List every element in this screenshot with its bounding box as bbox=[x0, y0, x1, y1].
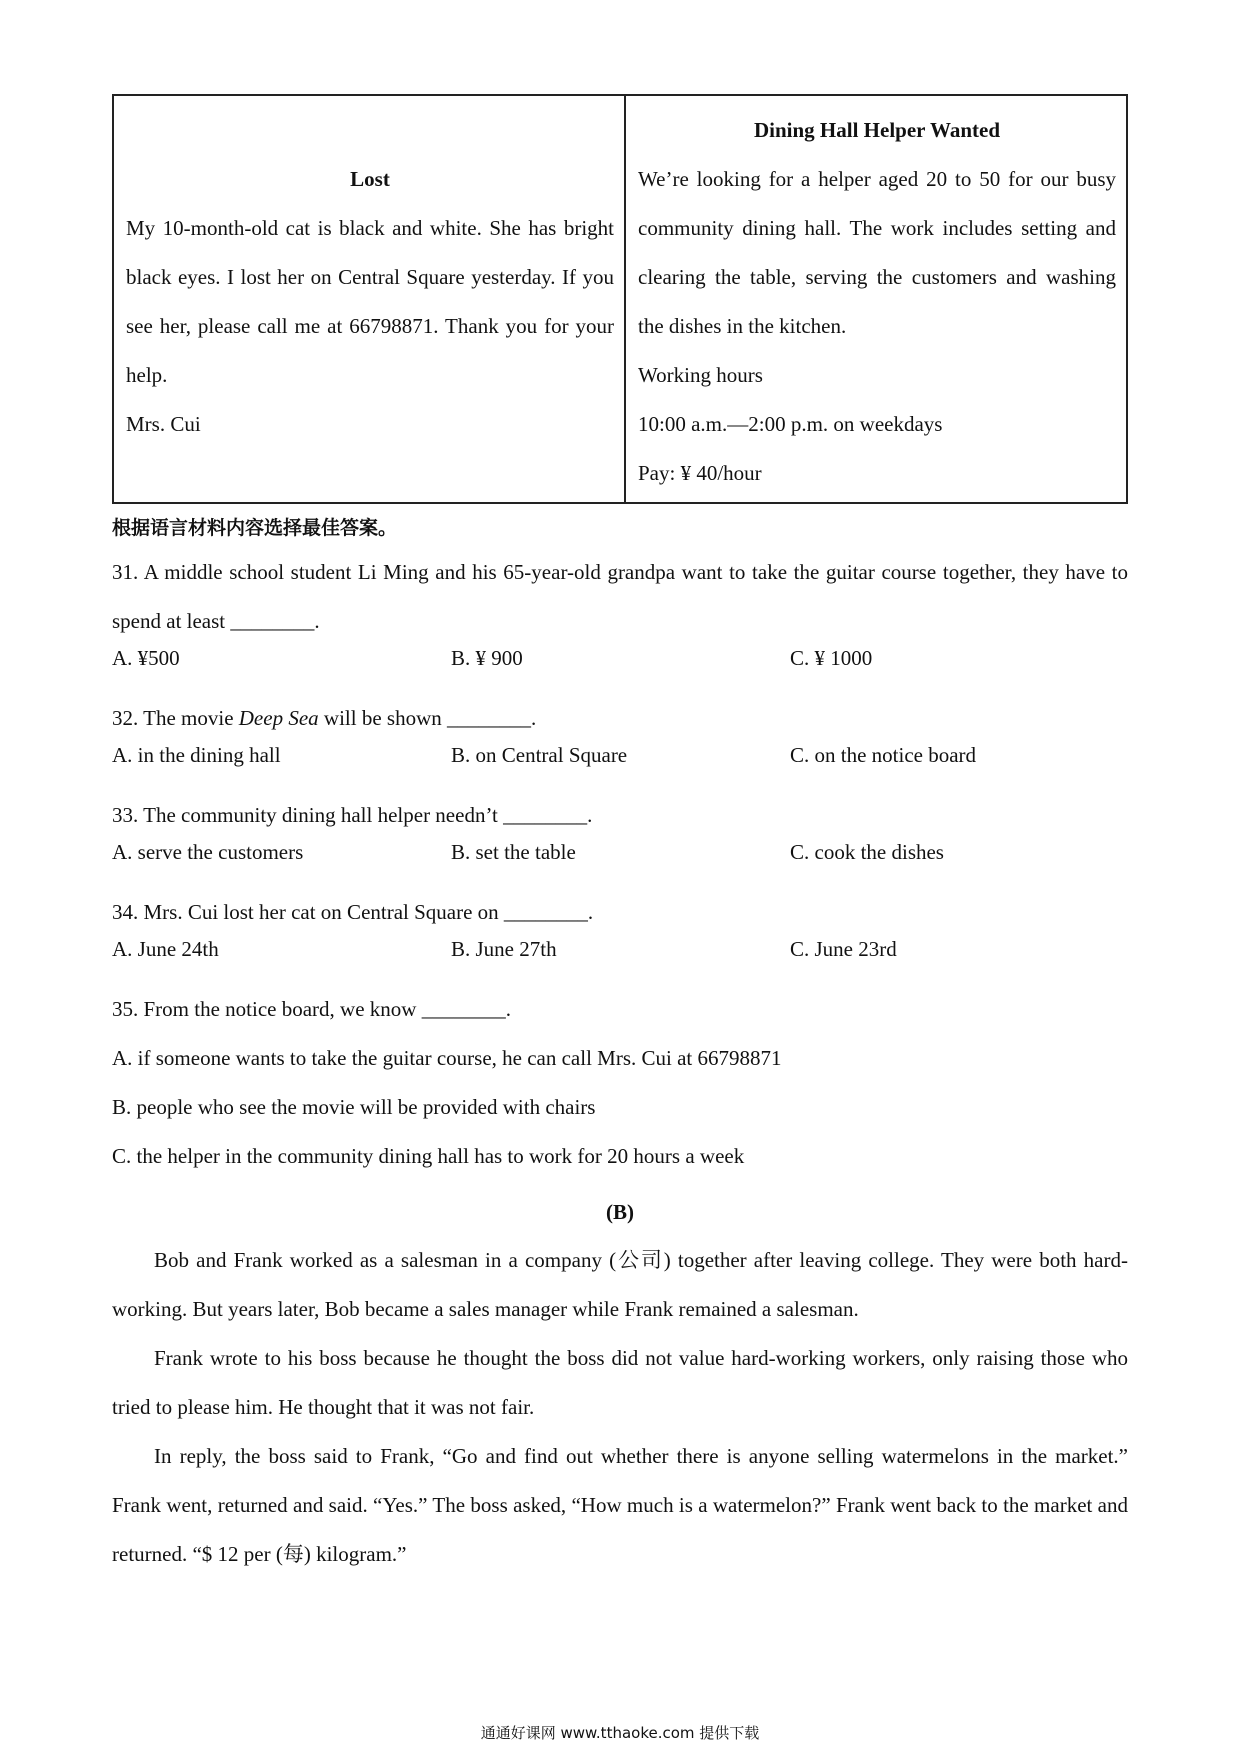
section-b-paragraph-2: Frank wrote to his boss because he thought the boss did not value hard-working workers, only raising those who tried to please him. He thought that it was not fair. bbox=[112, 1346, 1128, 1419]
notice-board-table bbox=[112, 94, 1128, 504]
question-32-option-a: A. in the dining hall bbox=[112, 743, 281, 767]
helper-wanted-notice bbox=[626, 96, 1126, 502]
lost-notice-body: My 10-month-old cat is black and white. She has bright black eyes. I lost her on Central Square yesterday. If you see her, please call me at 66798871. Thank you for your help. bbox=[126, 216, 614, 387]
section-b-title: (B) bbox=[606, 1200, 634, 1224]
page-footer: 通通好课网 www.tthaoke.com 提供下载 bbox=[480, 1724, 760, 1742]
question-33-option-a: A. serve the customers bbox=[112, 840, 304, 864]
helper-notice-hours: 10:00 a.m.—2:00 p.m. on weekdays bbox=[638, 412, 943, 436]
question-33-options bbox=[112, 840, 1128, 880]
question-32-option-b: B. on Central Square bbox=[451, 743, 628, 767]
question-33-stem: 33. The community dining hall helper needn’t ________. bbox=[112, 803, 593, 827]
instruction-text: 根据语言材料内容选择最佳答案。 bbox=[112, 517, 398, 539]
question-35-option-b: B. people who see the movie will be provided with chairs bbox=[112, 1095, 596, 1119]
question-31-option-a: A. ¥500 bbox=[112, 646, 180, 670]
helper-notice-body: We’re looking for a helper aged 20 to 50 for our busy community dining hall. The work includes setting and clearing the table, serving the customers and washing the dishes in the kitchen. bbox=[638, 167, 1116, 338]
question-34-option-c: C. June 23rd bbox=[790, 937, 897, 961]
helper-notice-hours-label: Working hours bbox=[638, 363, 763, 387]
section-b-paragraph-3: In reply, the boss said to Frank, “Go and find out whether there is anyone selling watermelons in the market.” Frank went, returned and said. “Yes.” The boss asked, “How much is a watermelon?” Frank went back to the market and returned. “$ 12 per (每) kilogram.” bbox=[112, 1444, 1128, 1566]
question-35-stem: 35. From the notice board, we know ________. bbox=[112, 997, 511, 1021]
section-b-paragraph-1: Bob and Frank worked as a salesman in a company (公司) together after leaving college. They were both hard-working. But years later, Bob became a sales manager while Frank remained a salesman. bbox=[112, 1248, 1128, 1321]
question-32-stem bbox=[112, 694, 1128, 743]
question-32-options bbox=[112, 743, 1128, 783]
helper-notice-title: Dining Hall Helper Wanted bbox=[753, 118, 1000, 142]
question-31-option-b: B. ¥ 900 bbox=[451, 646, 523, 670]
lost-notice bbox=[114, 96, 626, 502]
question-31-stem: 31. A middle school student Li Ming and his 65-year-old grandpa want to take the guitar course together, they have to spend at least ________. bbox=[112, 560, 1128, 633]
question-34-option-b: B. June 27th bbox=[451, 937, 557, 961]
question-31-option-c: C. ¥ 1000 bbox=[790, 646, 873, 670]
lost-notice-signature: Mrs. Cui bbox=[126, 412, 201, 436]
question-33-option-c: C. cook the dishes bbox=[790, 840, 944, 864]
question-34-option-a: A. June 24th bbox=[112, 937, 219, 961]
question-32-stem-after: will be shown ________. bbox=[318, 706, 537, 730]
question-31-options bbox=[112, 646, 1128, 686]
question-32-stem-before: 32. The movie bbox=[112, 706, 239, 730]
helper-notice-pay: Pay: ¥ 40/hour bbox=[638, 461, 762, 485]
question-33-option-b: B. set the table bbox=[451, 840, 576, 864]
question-35-option-c: C. the helper in the community dining hall has to work for 20 hours a week bbox=[112, 1144, 745, 1168]
question-32-movie-title: Deep Sea bbox=[238, 706, 319, 730]
question-32-option-c: C. on the notice board bbox=[790, 743, 977, 767]
question-34-options bbox=[112, 937, 1128, 977]
question-34-stem: 34. Mrs. Cui lost her cat on Central Square on ________. bbox=[112, 900, 594, 924]
question-35-option-a: A. if someone wants to take the guitar course, he can call Mrs. Cui at 66798871 bbox=[112, 1046, 782, 1070]
lost-notice-title: Lost bbox=[350, 167, 390, 191]
